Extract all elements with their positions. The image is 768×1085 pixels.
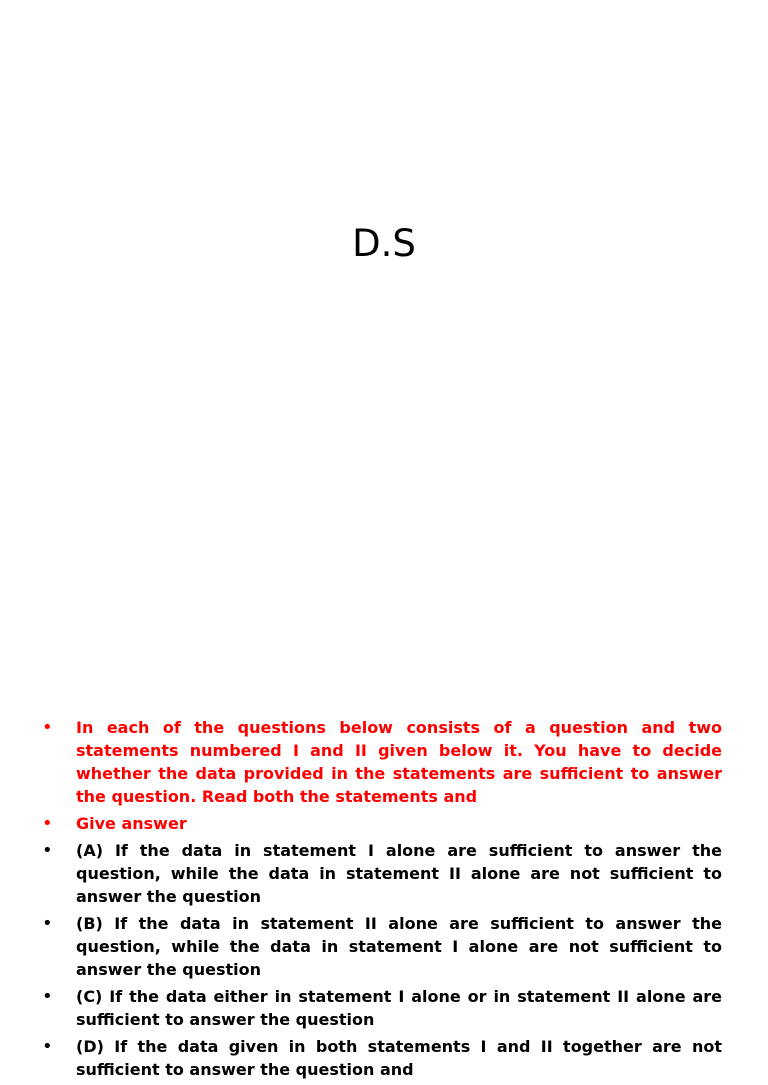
bullet-item — [42, 912, 722, 981]
bullet-text: Give answer — [76, 814, 187, 833]
bullet-text: (A) If the data in statement I alone are sufficient to answer the question, while the data in statement II alone are not sufficient to answer the question — [76, 841, 722, 906]
bullet-item — [42, 1035, 722, 1081]
bullet-item — [42, 716, 722, 808]
bullet-icon: • — [42, 913, 53, 934]
bullet-text: (B) If the data in statement II alone are sufficient to answer the question, while the data in statement I alone are not sufficient to answer the question — [76, 914, 722, 979]
bullet-icon: • — [42, 1036, 53, 1057]
bullet-text: In each of the questions below consists of a question and two statements numbered I and II given below it. You have to decide whether the data provided in the statements are sufficient to answer the question. Read both the statements and — [76, 718, 722, 806]
bullet-item — [42, 985, 722, 1031]
slide-title: D.S — [352, 222, 416, 265]
bullet-item — [42, 812, 722, 835]
bullet-list — [42, 716, 722, 1085]
bullet-text: (D) If the data given in both statements I and II together are not sufficient to answer the question and — [76, 1037, 722, 1079]
bullet-item — [42, 839, 722, 908]
bullet-icon: • — [42, 840, 53, 861]
bullet-icon: • — [42, 813, 53, 834]
bullet-text: (C) If the data either in statement I alone or in statement II alone are sufficient to answer the question — [76, 987, 722, 1029]
bullet-icon: • — [42, 986, 53, 1007]
bullet-icon: • — [42, 717, 53, 738]
